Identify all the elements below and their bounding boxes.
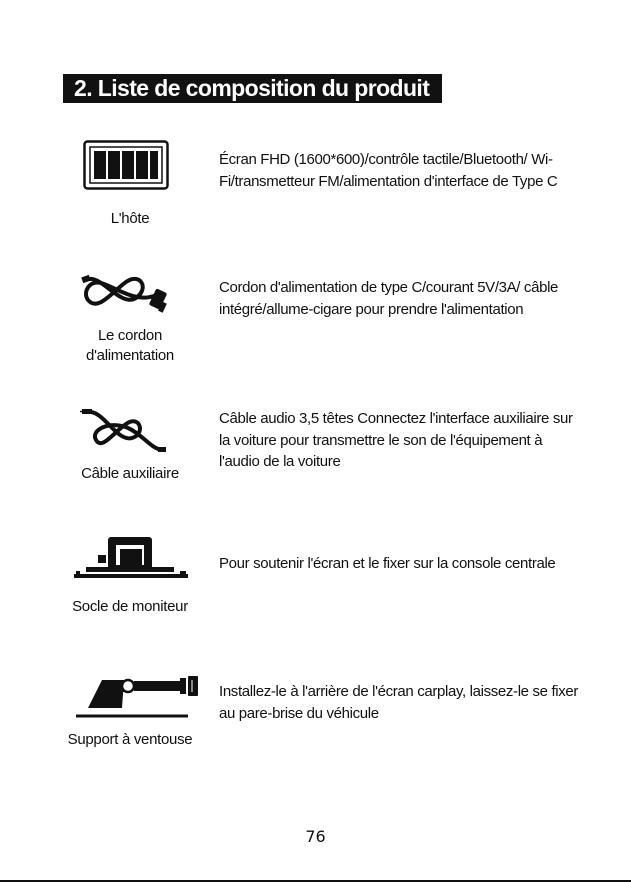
item-description-suction-mount: Installez-le à l'arrière de l'écran carplay, laissez-le se fixer au pare-brise du véhicule — [219, 683, 579, 722]
power-cord-icon — [80, 268, 172, 318]
bottom-divider — [0, 880, 631, 882]
item-description-aux-cable: Câble audio 3,5 têtes Connectez l'interface auxiliaire sur la voiture pour transmettre le son de l'équipement à l'audio de la voiture — [219, 410, 573, 470]
aux-cable-icon — [80, 404, 168, 454]
page-number: 76 — [305, 827, 326, 846]
item-label-suction-mount: Support à ventouse — [67, 731, 193, 748]
item-label-power-cord: Le cordon d'alimentation — [86, 327, 174, 364]
item-label-aux-cable: Câble auxiliaire — [81, 465, 179, 482]
suction-mount-icon — [72, 672, 204, 720]
item-description-host: Écran FHD (1600*600)/contrôle tactile/Bluetooth/ Wi-Fi/transmetteur FM/alimentation d'interface de Type C — [219, 151, 558, 190]
monitor-base-icon — [72, 533, 190, 583]
item-description-power-cord: Cordon d'alimentation de type C/courant 5V/3A/ câble intégré/allume-cigare pour prendre l'alimentation — [219, 279, 559, 318]
item-label-host: L'hôte — [110, 210, 150, 227]
item-label-monitor-base: Socle de moniteur — [72, 598, 188, 615]
item-description-monitor-base: Pour soutenir l'écran et le fixer sur la console centrale — [219, 555, 556, 572]
section-title: 2. Liste de composition du produit — [63, 74, 442, 103]
screen-icon — [83, 140, 169, 190]
